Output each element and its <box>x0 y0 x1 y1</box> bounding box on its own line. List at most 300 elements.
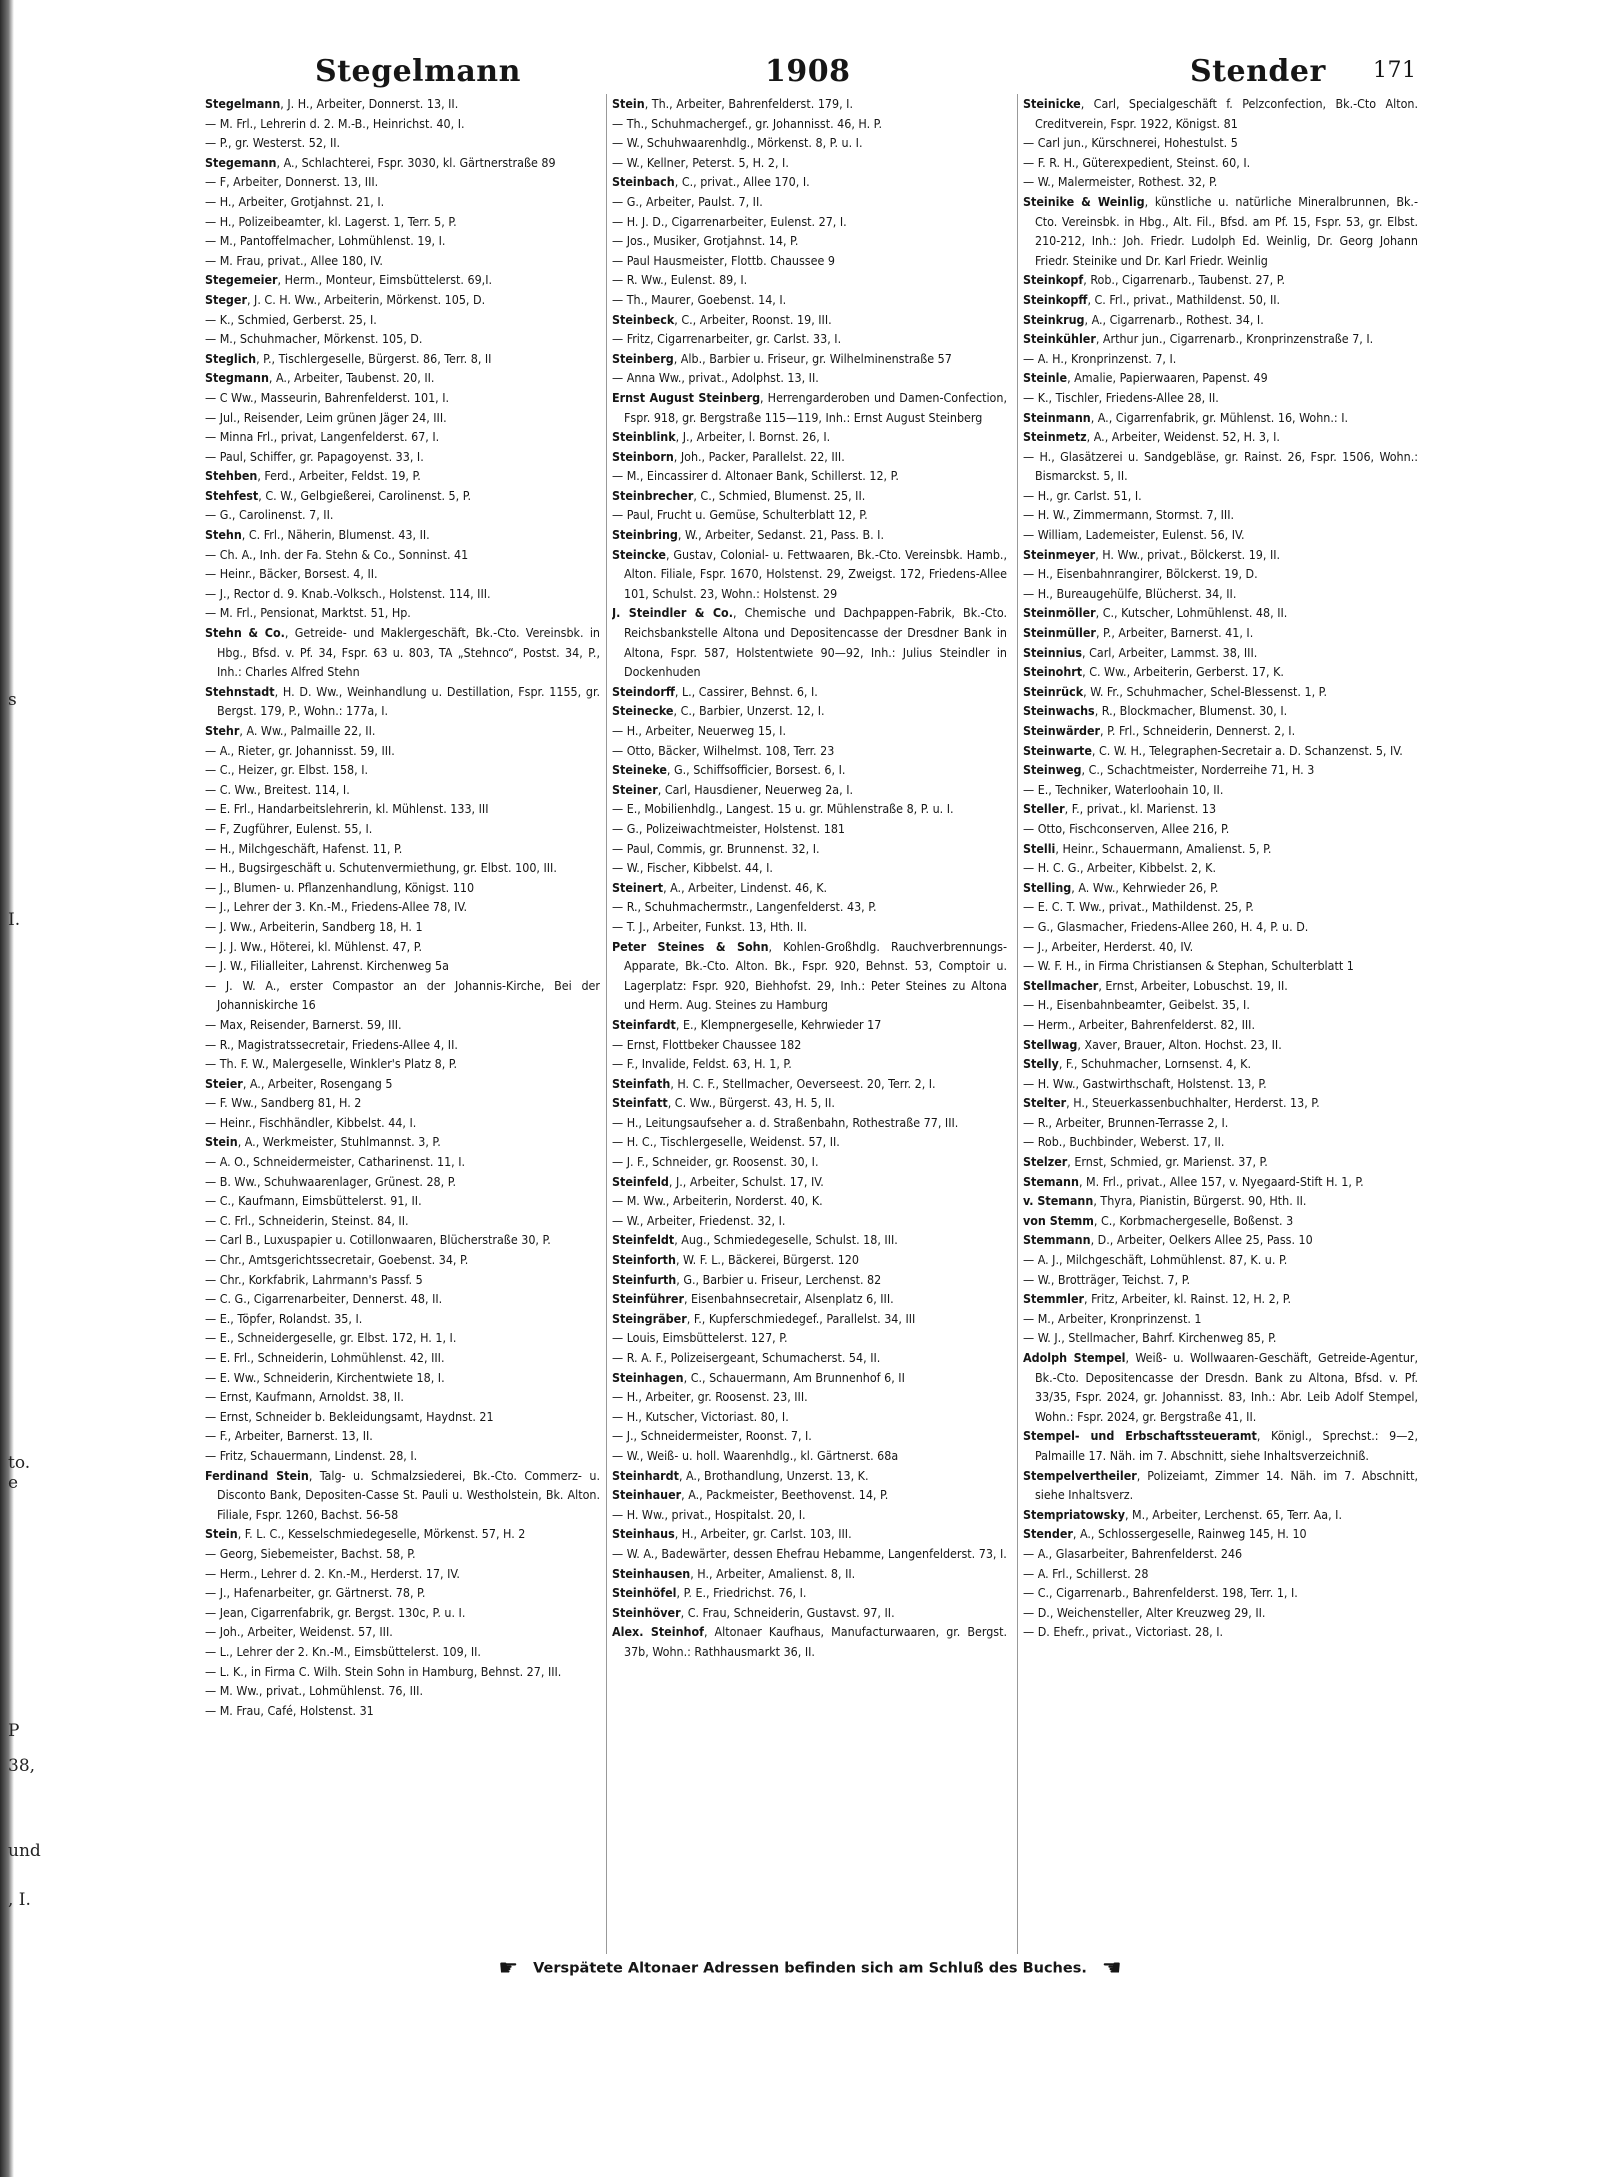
directory-entry: — F, Arbeiter, Donnerst. 13, III. <box>205 174 379 190</box>
header-first-name: Stegelmann <box>315 54 521 89</box>
entry-surname: Steinbring <box>612 527 678 543</box>
directory-entry <box>612 447 1007 467</box>
entry-surname: Steinbach <box>612 174 675 190</box>
entry-details: , C., Arbeiter, Roonst. 19, III. <box>674 311 832 327</box>
entry-details: , C., privat., Allee 170, I. <box>674 174 810 190</box>
directory-entry <box>1023 1230 1418 1250</box>
directory-entry: — W. A., Badewärter, dessen Ehefrau Hebamme, Langenfelderst. 73, I. <box>612 1545 1007 1561</box>
directory-entry: — Paul, Schiffer, gr. Papagoyenst. 33, I. <box>205 448 424 464</box>
entry-details: , F., Schuhmacher, Lornsenst. 4, K. <box>1058 1056 1252 1072</box>
entry-surname: Steinohrt <box>1023 664 1083 680</box>
entry-surname: Steinfardt <box>612 1016 676 1032</box>
directory-entry: — J., Arbeiter, Herderst. 40, IV. <box>1023 938 1194 954</box>
directory-entry <box>1023 682 1418 702</box>
directory-entry: — M., Schuhmacher, Mörkenst. 105, D. <box>205 331 423 347</box>
directory-entry: — Ernst, Flottbeker Chaussee 182 <box>612 1036 802 1052</box>
entry-surname: Steinwarte <box>1023 742 1092 758</box>
directory-entry: — J., Schneidermeister, Roonst. 7, I. <box>612 1428 812 1444</box>
directory-entry <box>1023 270 1418 290</box>
entry-surname: Steinkopff <box>1023 291 1088 307</box>
directory-entry: — D. Ehefr., privat., Victoriast. 28, I. <box>1023 1624 1224 1640</box>
entry-surname: Stein <box>612 96 645 111</box>
directory-entry: — M., Pantoffelmacher, Lohmühlenst. 19, I. <box>205 233 446 249</box>
directory-entry: — M. Frau, privat., Allee 180, IV. <box>205 252 383 268</box>
margin-fragment: e <box>8 1473 19 1493</box>
margin-fragment: s <box>8 690 17 710</box>
directory-entry <box>612 1289 1007 1309</box>
entry-details: , M. Frl., privat., Allee 157, v. Nyegaard-Stift H. 1, P. <box>1078 1173 1364 1189</box>
margin-fragment: to. <box>8 1453 31 1473</box>
directory-entry: — J. J. Ww., Höterei, kl. Mühlenst. 47, P. <box>205 938 423 954</box>
directory-entry: — A. Frl., Schillerst. 28 <box>1023 1565 1149 1581</box>
directory-entry <box>205 1466 600 1525</box>
entry-details: , Kohlen-Großhdlg. Rauchverbrennungs-Apparate, Bk.-Cto. Alton. Bk., Fspr. 920, Behnst. 53, Comptoir u. Lagerplatz: Fspr. 920, Biehhofst. 29, Inh.: Peter Steines zu Altona und Herm. Aug. Steines zu Hamburg <box>624 938 1007 1013</box>
entry-details: , F. L. C., Kesselschmiedegeselle, Mörkenst. 57, H. 2 <box>237 1526 526 1542</box>
entry-details: , P., Arbeiter, Barnerst. 41, I. <box>1095 625 1254 641</box>
directory-entry: — F. R. H., Güterexpedient, Steinst. 60, I. <box>1023 154 1251 170</box>
directory-entry <box>612 1622 1007 1661</box>
entry-surname: Steinmöller <box>1023 605 1096 621</box>
entry-surname: Stehnstadt <box>205 683 275 699</box>
entry-details: , A., Arbeiter, Weidenst. 52, H. 3, I. <box>1086 429 1280 445</box>
entry-surname: Steinecke <box>612 703 674 719</box>
header-last-name: Stender <box>1190 54 1326 89</box>
entry-details: , G., Barbier u. Friseur, Lerchenst. 82 <box>676 1271 882 1287</box>
entry-surname: Steinmüller <box>1023 625 1096 641</box>
margin-fragment: , I. <box>8 1890 31 1910</box>
directory-entry <box>1023 94 1418 133</box>
directory-entry <box>1023 721 1418 741</box>
directory-entry: — R., Schuhmachermstr., Langenfelderst. 43, P. <box>612 899 877 915</box>
entry-details: , Getreide- und Maklergeschäft, Bk.-Cto. Vereinsbk. in Hbg., Bfsd. v. Pf. 34, Fspr. 63 u. 803, TA „Stehnco“, Postst. 34, P., Inh.: Charles Alfred Stehn <box>217 625 600 680</box>
directory-entry <box>1023 1524 1418 1544</box>
entry-surname: Steinbeck <box>612 311 675 327</box>
entry-details: , Herm., Monteur, Eimsbüttelerst. 69,I. <box>277 272 493 288</box>
directory-entry: — M. Ww., privat., Lohmühlenst. 76, III. <box>205 1683 423 1699</box>
directory-entry <box>612 780 1007 800</box>
entry-surname: Steinfatt <box>612 1095 668 1111</box>
directory-entry: — F. Ww., Sandberg 81, H. 2 <box>205 1095 362 1111</box>
margin-fragment: und <box>8 1841 41 1861</box>
directory-entry <box>612 1466 1007 1486</box>
directory-entry: — H. C. G., Arbeiter, Kibbelst. 2, K. <box>1023 860 1216 876</box>
entry-surname: Steinborn <box>612 448 674 464</box>
entry-surname: Stelter <box>1023 1095 1067 1111</box>
directory-entry <box>612 760 1007 780</box>
directory-entry <box>612 94 1007 114</box>
directory-entry: — E., Techniker, Waterloohain 10, II. <box>1023 781 1224 797</box>
entry-details: , Carl, Specialgeschäft f. Pelzconfection, Bk.-Cto Alton. Creditverein, Fspr. 1922, Königst. 81 <box>1035 96 1418 131</box>
entry-details: , P., Tischlergeselle, Bürgerst. 86, Terr. 8, II <box>256 350 492 366</box>
entry-details: , Heinr., Schauermann, Amalienst. 5, P. <box>1055 840 1272 856</box>
directory-entry <box>1023 310 1418 330</box>
entry-details: , Th., Arbeiter, Bahrenfelderst. 179, I. <box>644 96 853 111</box>
entry-surname: Steinicke <box>1023 96 1081 111</box>
directory-entry: — Louis, Eimsbüttelerst. 127, P. <box>612 1330 788 1346</box>
entry-details: , Ernst, Schmied, gr. Marienst. 37, P. <box>1067 1154 1268 1170</box>
directory-entry <box>612 486 1007 506</box>
directory-entry: — Fritz, Cigarrenarbeiter, gr. Carlst. 33, I. <box>612 331 842 347</box>
directory-entry: — H., Arbeiter, gr. Roosenst. 23, III. <box>612 1389 808 1405</box>
entry-surname: Stellmacher <box>1023 977 1099 993</box>
directory-entry: — Rob., Buchbinder, Weberst. 17, II. <box>1023 1134 1225 1150</box>
directory-entry <box>1023 368 1418 388</box>
entry-details: , C., Schauermann, Am Brunnenhof 6, II <box>683 1369 905 1385</box>
directory-entry: — H., Bugsirgeschäft u. Schutenvermiethung, gr. Elbst. 100, III. <box>205 860 557 876</box>
directory-entry: — W., Arbeiter, Friedenst. 32, I. <box>612 1212 786 1228</box>
entry-details: , Thyra, Pianistin, Bürgerst. 90, Hth. II. <box>1093 1193 1307 1209</box>
directory-entry <box>205 486 600 506</box>
entry-details: , W. F. L., Bäckerei, Bürgerst. 120 <box>675 1252 859 1268</box>
entry-surname: Stempel- und Erbschaftssteueramt <box>1023 1428 1257 1444</box>
directory-entry <box>612 1270 1007 1290</box>
directory-entry: — R., Magistratssecretair, Friedens-Allee 4, II. <box>205 1036 458 1052</box>
directory-entry: — B. Ww., Schuhwaarenlager, Grünest. 28, P. <box>205 1173 457 1189</box>
directory-entry <box>205 94 600 114</box>
directory-entry <box>1023 1093 1418 1113</box>
directory-entry: — A. O., Schneidermeister, Catharinenst. 11, I. <box>205 1154 466 1170</box>
directory-entry <box>612 701 1007 721</box>
entry-surname: Steinmeyer <box>1023 546 1096 562</box>
directory-entry <box>1023 290 1418 310</box>
entry-surname: Steglich <box>205 350 257 366</box>
directory-entry <box>205 466 600 486</box>
entry-surname: Peter Steines & Sohn <box>612 938 769 954</box>
directory-entry: — W., Kellner, Peterst. 5, H. 2, I. <box>612 154 789 170</box>
entry-details: , C. Frl., Näherin, Blumenst. 43, II. <box>241 527 430 543</box>
entry-surname: Stellwag <box>1023 1036 1078 1052</box>
directory-entry <box>205 525 600 545</box>
directory-entry <box>1023 1426 1418 1465</box>
directory-entry <box>612 1250 1007 1270</box>
directory-entry: — Jean, Cigarrenfabrik, gr. Bergst. 130c, P. u. I. <box>205 1604 466 1620</box>
directory-entry <box>205 1074 600 1094</box>
directory-entry: — H. C., Tischlergeselle, Weidenst. 57, II. <box>612 1134 840 1150</box>
directory-entry: — D., Weichensteller, Alter Kreuzweg 29, II. <box>1023 1604 1266 1620</box>
directory-entry: — M. Frau, Café, Holstenst. 31 <box>205 1702 374 1718</box>
entry-details: , D., Arbeiter, Oelkers Allee 25, Pass. 10 <box>1090 1232 1313 1248</box>
directory-entry: — J., Rector d. 9. Knab.-Volksch., Holstenst. 114, III. <box>205 585 491 601</box>
directory-entry: — J. F., Schneider, gr. Roosenst. 30, I. <box>612 1154 819 1170</box>
directory-entry <box>1023 643 1418 663</box>
directory-entry: — H., gr. Carlst. 51, I. <box>1023 487 1142 503</box>
directory-entry <box>612 349 1007 369</box>
directory-entry <box>612 1524 1007 1544</box>
entry-details: , A., Werkmeister, Stuhlmannst. 3, P. <box>237 1134 441 1150</box>
directory-entry <box>1023 1191 1418 1211</box>
entry-details: , C. Frl., privat., Mathildenst. 50, II. <box>1087 291 1281 307</box>
entry-details: , Alb., Barbier u. Friseur, gr. Wilhelminenstraße 57 <box>673 350 952 366</box>
left-margin-fragments <box>8 0 41 2177</box>
directory-entry: — Herm., Lehrer d. 2. Kn.-M., Herderst. 17, IV. <box>205 1565 460 1581</box>
directory-entry: — M. Ww., Arbeiterin, Norderst. 40, K. <box>612 1193 823 1209</box>
entry-surname: Stegelmann <box>205 96 281 111</box>
directory-columns <box>205 94 1418 1954</box>
entry-details: , H. Ww., privat., Bölckerst. 19, II. <box>1095 546 1281 562</box>
entry-surname: Alex. Steinhof <box>612 1624 704 1640</box>
directory-entry <box>1023 1054 1418 1074</box>
entry-details: , W., Arbeiter, Sedanst. 21, Pass. B. I. <box>677 527 885 543</box>
directory-entry: — Heinr., Fischhändler, Kibbelst. 44, I. <box>205 1114 417 1130</box>
entry-details: , C., Schmied, Blumenst. 25, II. <box>693 487 866 503</box>
directory-entry <box>205 368 600 388</box>
directory-entry: — E., Mobilienhdlg., Langest. 15 u. gr. Mühlenstraße 8, P. u. I. <box>612 801 954 817</box>
entry-details: , Rob., Cigarrenarb., Taubenst. 27, P. <box>1083 272 1286 288</box>
directory-entry <box>612 1564 1007 1584</box>
footer-note <box>205 1956 1415 1981</box>
entry-surname: Stein <box>205 1526 238 1542</box>
directory-entry <box>612 1015 1007 1035</box>
directory-entry: — Paul Hausmeister, Flottb. Chaussee 9 <box>612 252 835 268</box>
directory-entry: — Fritz, Schauermann, Lindenst. 28, I. <box>205 1447 418 1463</box>
entry-details: , Xaver, Brauer, Alton. Hochst. 23, II. <box>1077 1036 1282 1052</box>
entry-details: , A., Cigarrenarb., Rothest. 34, I. <box>1084 311 1264 327</box>
entry-surname: v. Stemann <box>1023 1193 1094 1209</box>
entry-details: , Aug., Schmiedegeselle, Schulst. 18, III. <box>674 1232 898 1248</box>
directory-entry: — H. W., Zimmermann, Stormst. 7, III. <box>1023 507 1235 523</box>
entry-details: , Altonaer Kaufhaus, Manufacturwaaren, gr. Bergst. 37b, Wohn.: Rathhausmarkt 36, II. <box>624 1624 1007 1659</box>
directory-entry: — W. F. H., in Firma Christiansen & Stephan, Schulterblatt 1 <box>1023 958 1354 974</box>
directory-entry: — H., Arbeiter, Grotjahnst. 21, I. <box>205 193 385 209</box>
directory-entry <box>1023 1172 1418 1192</box>
directory-entry <box>1023 1152 1418 1172</box>
entry-details: , H. C. F., Stellmacher, Oeverseest. 20, Terr. 2, I. <box>670 1075 936 1091</box>
directory-entry: — Th. F. W., Malergeselle, Winkler's Platz 8, P. <box>205 1056 458 1072</box>
entry-details: , C. Frau, Schneiderin, Gustavst. 97, II. <box>680 1604 895 1620</box>
directory-entry <box>205 1132 600 1152</box>
directory-entry <box>1023 760 1418 780</box>
directory-entry <box>1023 839 1418 859</box>
directory-entry: — K., Tischler, Friedens-Allee 28, II. <box>1023 389 1219 405</box>
directory-entry: — Otto, Bäcker, Wilhelmst. 108, Terr. 23 <box>612 742 835 758</box>
directory-entry <box>612 878 1007 898</box>
entry-details: , H. D. Ww., Weinhandlung u. Destillation, Fspr. 1155, gr. Bergst. 179, P., Wohn.: 177a, I. <box>217 683 600 719</box>
entry-surname: Stein <box>205 1134 238 1150</box>
directory-entry <box>205 349 600 369</box>
directory-entry: — Paul, Commis, gr. Brunnenst. 32, I. <box>612 840 820 856</box>
directory-entry: — W., Malermeister, Rothest. 32, P. <box>1023 174 1218 190</box>
entry-surname: Steinhöfel <box>612 1585 677 1601</box>
column-divider <box>1017 94 1018 1954</box>
directory-entry <box>1023 1035 1418 1055</box>
entry-surname: Stemann <box>1023 1173 1079 1189</box>
directory-entry <box>612 388 1007 427</box>
directory-entry <box>612 1583 1007 1603</box>
directory-entry: — J., Hafenarbeiter, gr. Gärtnerst. 78, P. <box>205 1585 426 1601</box>
entry-surname: von Stemm <box>1023 1212 1094 1228</box>
entry-details: , H., Arbeiter, Amalienst. 8, II. <box>690 1565 856 1581</box>
directory-entry <box>612 937 1007 1015</box>
directory-entry <box>1023 545 1418 565</box>
entry-details: , A., Brothandlung, Unzerst. 13, K. <box>678 1467 869 1483</box>
directory-entry: — J., Lehrer der 3. Kn.-M., Friedens-Allee 78, IV. <box>205 899 468 915</box>
entry-surname: Steineke <box>612 762 667 778</box>
directory-entry: — Anna Ww., privat., Adolphst. 13, II. <box>612 370 819 386</box>
entry-details: , C., Barbier, Unzerst. 12, I. <box>673 703 825 719</box>
entry-details: , Carl, Arbeiter, Lammst. 38, III. <box>1082 644 1258 660</box>
directory-entry: — H., Eisenbahnrangirer, Bölckerst. 19, D. <box>1023 566 1258 582</box>
entry-surname: Steinforth <box>612 1252 676 1268</box>
directory-entry: — C. Ww., Breitest. 114, I. <box>205 781 350 797</box>
directory-entry: — M. Frl., Pensionat, Marktst. 51, Hp. <box>205 605 411 621</box>
entry-surname: Steinle <box>1023 370 1068 386</box>
directory-entry: — William, Lademeister, Eulenst. 56, IV. <box>1023 527 1245 543</box>
directory-entry: — Carl jun., Kürschnerei, Hohestulst. 5 <box>1023 135 1238 151</box>
directory-entry <box>205 290 600 310</box>
entry-surname: Adolph Stempel <box>1023 1350 1126 1365</box>
directory-entry <box>1023 701 1418 721</box>
directory-entry: — M., Eincassirer d. Altonaer Bank, Schillerst. 12, P. <box>612 468 899 484</box>
directory-entry <box>612 310 1007 330</box>
entry-surname: Steinführer <box>612 1291 684 1307</box>
directory-entry: — W., Fischer, Kibbelst. 44, I. <box>612 860 773 876</box>
entry-surname: Steier <box>205 1075 243 1091</box>
entry-details: , F., privat., kl. Marienst. 13 <box>1064 801 1217 817</box>
directory-entry: — Th., Schuhmachergef., gr. Johannisst. 46, H. P. <box>612 115 883 131</box>
directory-entry <box>205 1524 600 1544</box>
entry-surname: Steinberg <box>612 350 674 366</box>
directory-entry <box>1023 662 1418 682</box>
directory-entry <box>1023 1505 1418 1525</box>
directory-entry: — J. Ww., Arbeiterin, Sandberg 18, H. 1 <box>205 918 423 934</box>
entry-details: , C. W. H., Telegraphen-Secretair a. D. Schanzenst. 5, IV. <box>1091 742 1403 758</box>
directory-entry: — G., Arbeiter, Paulst. 7, II. <box>612 193 763 209</box>
directory-entry <box>1023 1348 1418 1426</box>
directory-entry <box>205 682 600 721</box>
entry-details: , A., Arbeiter, Taubenst. 20, II. <box>268 370 435 386</box>
entry-surname: Stemmann <box>1023 1232 1091 1248</box>
directory-entry: — T. J., Arbeiter, Funkst. 13, Hth. II. <box>612 918 807 934</box>
directory-entry <box>1023 741 1418 761</box>
page-number: 171 <box>1373 58 1417 83</box>
entry-surname: Stehn <box>205 527 242 543</box>
margin-fragment: 38, <box>8 1756 36 1776</box>
entry-details: , J., Arbeiter, Schulst. 17, IV. <box>668 1173 824 1189</box>
directory-entry: — H., Bureaugehülfe, Blücherst. 34, II. <box>1023 585 1237 601</box>
entry-surname: Steinwachs <box>1023 703 1095 719</box>
entry-surname: Steinhaus <box>612 1526 675 1542</box>
entry-surname: Steinbrecher <box>612 487 694 503</box>
entry-details: , Joh., Packer, Parallelst. 22, III. <box>673 448 845 464</box>
entry-details: , P. E., Friedrichst. 76, I. <box>676 1585 807 1601</box>
entry-surname: Ferdinand Stein <box>205 1467 309 1483</box>
directory-entry <box>1023 1289 1418 1309</box>
directory-entry <box>1023 603 1418 623</box>
directory-entry: — E. C. T. Ww., privat., Mathildenst. 25, P. <box>1023 899 1254 915</box>
entry-details: , C. Ww., Bürgerst. 43, H. 5, II. <box>667 1095 835 1111</box>
column-divider <box>606 94 607 1954</box>
entry-surname: Steinfeldt <box>612 1232 675 1248</box>
directory-entry <box>1023 1211 1418 1231</box>
entry-details: , Ernst, Arbeiter, Lobuschst. 19, II. <box>1098 977 1288 993</box>
directory-entry: — A., Rieter, gr. Johannisst. 59, III. <box>205 742 395 758</box>
entry-details: , Carl, Hausdiener, Neuerweg 2a, I. <box>657 781 854 797</box>
entry-details: , C., Kutscher, Lohmühlenst. 48, II. <box>1095 605 1288 621</box>
directory-entry: — Ernst, Schneider b. Bekleidungsamt, Haydnst. 21 <box>205 1408 494 1424</box>
entry-surname: Steger <box>205 291 247 307</box>
footer-text: Verspätete Altonaer Adressen befinden sich am Schluß des Buches. <box>533 1960 1087 1977</box>
entry-details: , Arthur jun., Cigarrenarb., Kronprinzenstraße 7, I. <box>1095 331 1374 347</box>
column-3 <box>1023 94 1418 1954</box>
directory-entry <box>205 270 600 290</box>
entry-surname: Steinert <box>612 879 664 895</box>
directory-entry: — C Ww., Masseurin, Bahrenfelderst. 101, I. <box>205 389 450 405</box>
entry-details: , A., Arbeiter, Lindenst. 46, K. <box>663 879 828 895</box>
entry-surname: Steinkrug <box>1023 311 1085 327</box>
directory-entry: — Joh., Arbeiter, Weidenst. 57, III. <box>205 1624 393 1640</box>
directory-entry: — Jos., Musiker, Grotjahnst. 14, P. <box>612 233 799 249</box>
directory-entry <box>205 623 600 682</box>
directory-entry: — F., Invalide, Feldst. 63, H. 1, P. <box>612 1056 792 1072</box>
entry-details: , A. Ww., Kehrwieder 26, P. <box>1071 879 1219 895</box>
column-1 <box>205 94 600 1954</box>
directory-entry <box>205 721 600 741</box>
directory-entry: — E., Schneidergeselle, gr. Elbst. 172, H. 1, I. <box>205 1330 457 1346</box>
directory-entry: — L., Lehrer der 2. Kn.-M., Eimsbüttelerst. 109, II. <box>205 1643 481 1659</box>
entry-details: , A. Ww., Palmaille 22, II. <box>239 723 376 738</box>
directory-entry: — W., Brotträger, Teichst. 7, P. <box>1023 1271 1191 1287</box>
directory-entry <box>205 153 600 173</box>
directory-entry <box>612 1309 1007 1329</box>
directory-entry: — Max, Reisender, Barnerst. 59, III. <box>205 1016 402 1032</box>
directory-entry <box>612 1603 1007 1623</box>
directory-entry <box>1023 976 1418 996</box>
entry-details: , W. Fr., Schuhmacher, Schel-Blessenst. 1, P. <box>1083 683 1327 699</box>
directory-entry <box>1023 192 1418 270</box>
entry-surname: Stehben <box>205 468 258 484</box>
entry-surname: Stehn & Co. <box>205 625 285 641</box>
directory-entry: — H. J. D., Cigarrenarbeiter, Eulenst. 27, I. <box>612 213 847 229</box>
entry-surname: Steingräber <box>612 1310 687 1326</box>
entry-surname: Steinmetz <box>1023 429 1087 445</box>
directory-entry <box>612 172 1007 192</box>
entry-surname: Stegemann <box>205 154 277 170</box>
directory-entry: — E. Frl., Handarbeitslehrerin, kl. Mühlenst. 133, III <box>205 801 489 817</box>
entry-details: , J. H., Arbeiter, Donnerst. 13, II. <box>280 96 459 111</box>
entry-surname: Stelli <box>1023 840 1056 856</box>
entry-surname: Steincke <box>612 546 666 562</box>
entry-surname: Steinhöver <box>612 1604 681 1620</box>
entry-details: , A., Packmeister, Beethovenst. 14, P. <box>681 1487 889 1503</box>
entry-details: , Gustav, Colonial- u. Fettwaaren, Bk.-Cto. Vereinsbk. Hamb., Alton. Filiale, Fspr. 1670, Holstenst. 29, Zweigst. 172, Friedens-Allee 101, Schulst. 23, Wohn.: Holstenst. 29 <box>624 546 1007 601</box>
entry-details: , Polizeiamt, Zimmer 14. Näh. im 7. Abschnitt, siehe Inhaltsverz. <box>1035 1467 1418 1503</box>
directory-entry <box>612 682 1007 702</box>
directory-entry: — G., Glasmacher, Friedens-Allee 260, H. 4, P. u. D. <box>1023 918 1309 934</box>
directory-entry: — H. Ww., Gastwirthschaft, Holstenst. 13, P. <box>1023 1075 1267 1091</box>
entry-surname: Steinkopf <box>1023 272 1084 288</box>
directory-entry: — Georg, Siebemeister, Bachst. 58, P. <box>205 1545 416 1561</box>
entry-surname: Steinfurth <box>612 1271 677 1287</box>
entry-details: , R., Blockmacher, Blumenst. 30, I. <box>1094 703 1288 719</box>
entry-details: , künstliche u. natürliche Mineralbrunnen, Bk.-Cto. Vereinsbk. in Hbg., Alt. Fil., Bfsd. am Pf. 15, Fspr. 53, gr. Elbst. 210-212, Inh.: Joh. Friedr. Ludolph Ed. Weinlig, Dr. Georg Johann Friedr. Steinike und Dr. Karl Friedr. Weinlig <box>1035 193 1418 268</box>
entry-details: , Weiß- u. Wollwaaren-Geschäft, Getreide-Agentur, Bk.-Cto. Depositencasse der Dresdn. Bank zu Altona, Bfsd. v. Pf. 33/35, Fspr. 2024, gr. Johannisst. 83, Inh.: Abr. Leib Adolf Stempel, Wohn.: Fspr. 2024, gr. Bergstraße 41, II. <box>1035 1350 1418 1424</box>
entry-details: , H., Arbeiter, gr. Carlst. 103, III. <box>674 1526 852 1542</box>
entry-surname: Stehfest <box>205 487 259 503</box>
column-2 <box>612 94 1007 1954</box>
directory-entry <box>1023 799 1418 819</box>
entry-details: , C., Korbmachergeselle, Boßenst. 3 <box>1093 1212 1294 1228</box>
directory-entry: — A., Glasarbeiter, Bahrenfelderst. 246 <box>1023 1545 1243 1561</box>
entry-details: , H., Steuerkassenbuchhalter, Herderst. 13, P. <box>1066 1095 1320 1111</box>
directory-entry: — F, Zugführer, Eulenst. 55, I. <box>205 820 373 836</box>
directory-entry <box>612 1093 1007 1113</box>
directory-entry: — Otto, Fischconserven, Allee 216, P. <box>1023 820 1230 836</box>
directory-entry: — C. G., Cigarrenarbeiter, Dennerst. 48, II. <box>205 1291 443 1307</box>
entry-details: , L., Cassirer, Behnst. 6, I. <box>674 683 818 699</box>
entry-details: , P. Frl., Schneiderin, Dennerst. 2, I. <box>1100 723 1296 738</box>
directory-entry: — M. Frl., Lehrerin d. 2. M.-B., Heinrichst. 40, I. <box>205 115 465 131</box>
entry-surname: Stelzer <box>1023 1154 1068 1170</box>
